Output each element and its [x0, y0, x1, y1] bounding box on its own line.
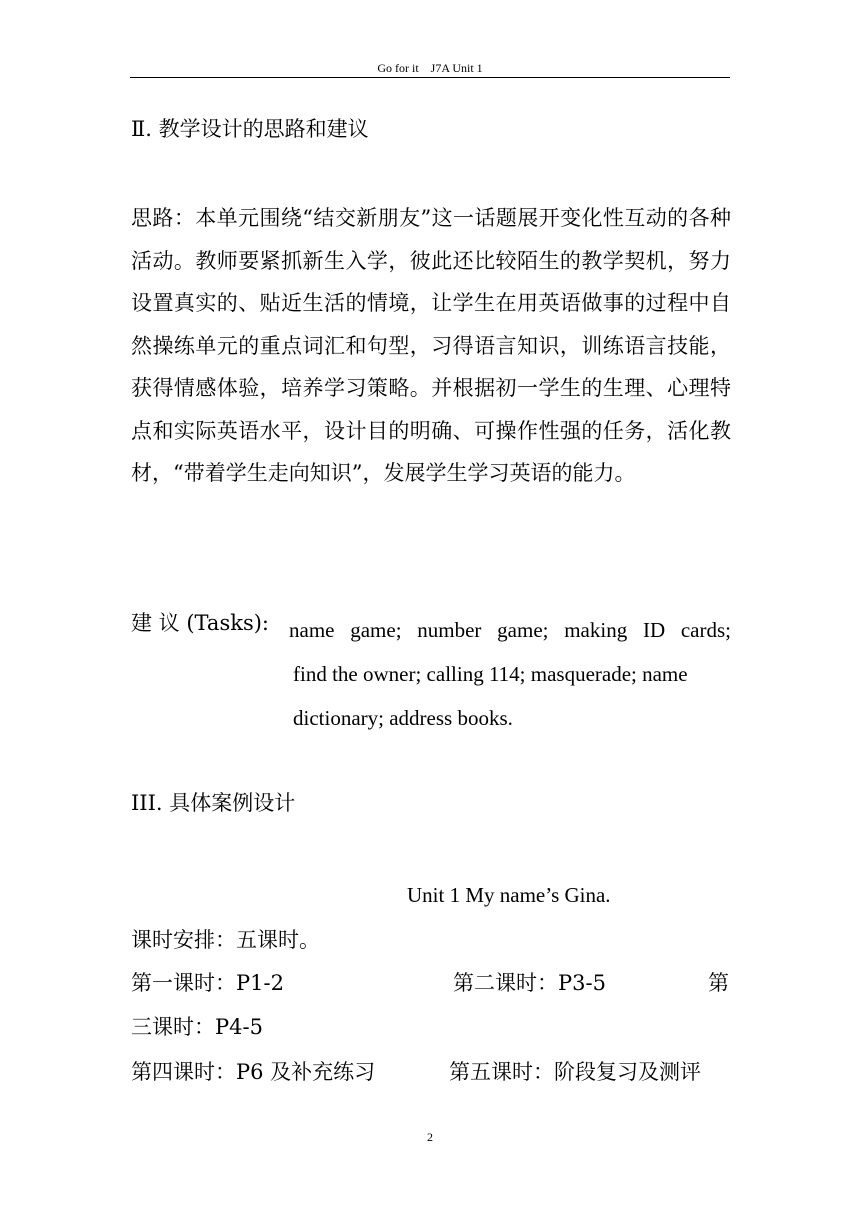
- section-3-title: III. 具体案例设计: [131, 791, 296, 815]
- lesson-1: 第一课时：P1-2: [131, 971, 284, 995]
- lesson-3-end: 三课时：P4-5: [131, 1015, 263, 1039]
- page-number: 2: [427, 1130, 433, 1144]
- lesson-2: 第二课时：P3-5: [453, 971, 606, 995]
- schedule-summary: 课时安排：五课时。: [131, 928, 320, 952]
- tasks-label: 建 议 (Tasks):: [131, 611, 269, 635]
- tasks-list: [289, 608, 731, 740]
- idea-paragraph: 思路：本单元围绕“结交新朋友”这一话题展开变化性互动的各种活动。教师要紧抓新生入学，彼此还比较陌生的教学契机，努力设置真实的、贴近生活的情境，让学生在用英语做事的过程中自然操练单元的重点词汇和句型，习得语言知识，训练语言技能，获得情感体验，培养学习策略。并根据初一学生的生理、心理特点和实际英语水平，设计目的明确、可操作性强的任务，活化教材，“带着学生走向知识”，发展学生学习英语的能力。: [131, 206, 731, 485]
- page-header: Go for it J7A Unit 1: [377, 61, 483, 75]
- header-rule: [130, 77, 730, 78]
- lesson-3-start: 第: [708, 971, 729, 995]
- section-2-title: Ⅱ. 教学设计的思路和建议: [131, 117, 369, 141]
- lesson-4: 第四课时：P6 及补充练习: [131, 1060, 376, 1084]
- lesson-5: 第五课时：阶段复习及测评: [449, 1060, 701, 1084]
- tasks-list-rest: find the owner; calling 114; masquerade; name dictionary; address books.: [293, 662, 688, 730]
- tasks-list-line-1: name game; number game; making ID cards;: [289, 618, 731, 642]
- unit-title: Unit 1 My name’s Gina.: [407, 883, 611, 907]
